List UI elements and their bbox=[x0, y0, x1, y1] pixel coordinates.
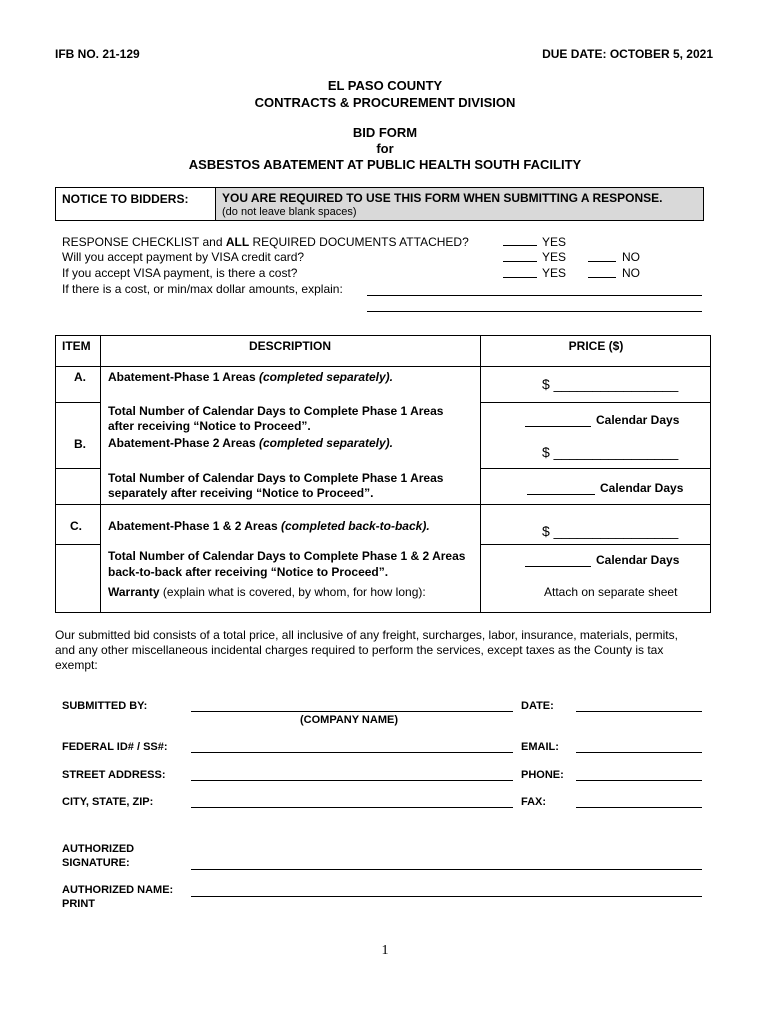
authorized-signature-label-1: AUTHORIZED bbox=[62, 843, 135, 855]
statement-line-3: exempt: bbox=[55, 658, 98, 672]
warranty-text: (explain what is covered, by whom, for how long): bbox=[159, 585, 426, 599]
project-title: ASBESTOS ABATEMENT AT PUBLIC HEALTH SOUTH FACILITY bbox=[188, 157, 582, 172]
checklist-question-2: Will you accept payment by VISA credit card? bbox=[62, 250, 305, 264]
city-state-zip-label: CITY, STATE, ZIP: bbox=[62, 796, 154, 808]
county-title: EL PASO COUNTY bbox=[327, 78, 443, 93]
authorized-signature-field[interactable] bbox=[191, 869, 702, 870]
item-a-label: A. bbox=[74, 370, 86, 384]
statement-line-1: Our submitted bid consists of a total price, all inclusive of any freight, surcharges, labor, insurance, materials, permits, bbox=[55, 628, 678, 642]
q1-pre: RESPONSE CHECKLIST and bbox=[62, 235, 226, 249]
row-divider bbox=[56, 504, 710, 505]
item-a-days-label: Calendar Days bbox=[596, 413, 680, 427]
federal-id-field[interactable] bbox=[191, 752, 513, 753]
phone-field[interactable] bbox=[576, 780, 702, 781]
fax-field[interactable] bbox=[576, 807, 702, 808]
q3-yes-label: YES bbox=[542, 266, 567, 280]
checklist-question-3: If you accept VISA payment, is there a cost? bbox=[62, 266, 298, 280]
item-b-days-line2: separately after receiving “Notice to Proceed”. bbox=[108, 486, 374, 500]
notice-box bbox=[55, 187, 704, 221]
item-c-desc-text: Abatement-Phase 1 & 2 Areas bbox=[108, 519, 281, 533]
company-name-caption: (COMPANY NAME) bbox=[300, 714, 398, 726]
checklist-question-4: If there is a cost, or min/max dollar amounts, explain: bbox=[62, 282, 343, 296]
row-divider bbox=[480, 468, 710, 469]
col-divider-1 bbox=[100, 336, 101, 612]
ifb-number: IFB NO. 21-129 bbox=[55, 47, 140, 61]
item-a-desc-italic: (completed separately). bbox=[258, 370, 393, 384]
row-divider bbox=[480, 402, 710, 403]
company-name-field[interactable] bbox=[191, 711, 513, 712]
checklist-question-1 bbox=[62, 235, 469, 249]
explain-blank-2[interactable] bbox=[367, 311, 702, 312]
street-address-field[interactable] bbox=[191, 780, 513, 781]
item-c-days-line1: Total Number of Calendar Days to Complete Phase 1 & 2 Areas bbox=[108, 549, 466, 563]
notice-text-cell bbox=[216, 188, 703, 220]
item-a-days-blank[interactable] bbox=[525, 426, 591, 427]
q3-no-label: NO bbox=[622, 266, 640, 280]
q1-yes-label: YES bbox=[542, 235, 567, 249]
fax-label: FAX: bbox=[521, 796, 547, 808]
item-c-price-field[interactable]: $ ________________ bbox=[542, 523, 679, 539]
email-field[interactable] bbox=[576, 752, 702, 753]
notice-label: NOTICE TO BIDDERS: bbox=[62, 192, 189, 206]
q1-yes-blank[interactable] bbox=[503, 245, 537, 246]
item-b-price-field[interactable]: $ ________________ bbox=[542, 444, 679, 460]
explain-blank-1[interactable] bbox=[367, 295, 702, 296]
warranty-row bbox=[108, 585, 426, 599]
item-b-days-label: Calendar Days bbox=[600, 481, 684, 495]
date-label: DATE: bbox=[521, 700, 554, 712]
item-c-description bbox=[108, 519, 430, 533]
due-date: DUE DATE: OCTOBER 5, 2021 bbox=[542, 47, 713, 61]
item-b-label: B. bbox=[74, 437, 86, 451]
notice-text: YOU ARE REQUIRED TO USE THIS FORM WHEN SUBMITTING A RESPONSE. bbox=[222, 191, 663, 205]
warranty-label: Warranty bbox=[108, 585, 160, 599]
notice-subtext: (do not leave blank spaces) bbox=[222, 206, 357, 218]
submitted-by-label: SUBMITTED BY: bbox=[62, 700, 148, 712]
street-address-label: STREET ADDRESS: bbox=[62, 769, 166, 781]
q2-yes-blank[interactable] bbox=[503, 261, 537, 262]
row-divider bbox=[56, 402, 100, 403]
item-c-days-line2: back-to-back after receiving “Notice to Proceed”. bbox=[108, 565, 389, 579]
authorized-name-label-1: AUTHORIZED NAME: bbox=[62, 884, 174, 896]
authorized-name-label-2: PRINT bbox=[62, 898, 95, 910]
item-a-description bbox=[108, 370, 393, 384]
item-b-description bbox=[108, 436, 393, 450]
item-c-days-blank[interactable] bbox=[525, 566, 591, 567]
item-a-price-field[interactable]: $ ________________ bbox=[542, 376, 679, 392]
col-divider-2 bbox=[480, 336, 481, 612]
authorized-name-field[interactable] bbox=[191, 896, 702, 897]
for-label: for bbox=[376, 141, 394, 156]
q1-bold: ALL bbox=[225, 235, 250, 249]
warranty-attach: Attach on separate sheet bbox=[544, 585, 678, 599]
item-c-label: C. bbox=[70, 519, 82, 533]
col-header-description: DESCRIPTION bbox=[248, 339, 331, 353]
notice-label-cell bbox=[56, 188, 216, 220]
q2-yes-label: YES bbox=[542, 250, 567, 264]
price-table bbox=[55, 335, 711, 613]
q3-yes-blank[interactable] bbox=[503, 277, 537, 278]
division-title: CONTRACTS & PROCUREMENT DIVISION bbox=[254, 95, 516, 110]
email-label: EMAIL: bbox=[521, 741, 559, 753]
page-number: 1 bbox=[381, 943, 389, 958]
city-state-zip-field[interactable] bbox=[191, 807, 513, 808]
row-divider bbox=[56, 366, 710, 367]
q3-no-blank[interactable] bbox=[588, 277, 616, 278]
col-header-price: PRICE ($) bbox=[568, 339, 624, 353]
date-field[interactable] bbox=[576, 711, 702, 712]
item-c-desc-italic: (completed back-to-back). bbox=[280, 519, 430, 533]
q1-post: REQUIRED DOCUMENTS ATTACHED? bbox=[249, 235, 469, 249]
item-a-desc-text: Abatement-Phase 1 Areas bbox=[108, 370, 259, 384]
item-b-desc-text: Abatement-Phase 2 Areas bbox=[108, 436, 259, 450]
authorized-signature-label-2: SIGNATURE: bbox=[62, 857, 130, 869]
item-a-days-line1: Total Number of Calendar Days to Complete Phase 1 Areas bbox=[108, 404, 444, 418]
item-b-days-blank[interactable] bbox=[527, 494, 595, 495]
statement-line-2: and any other miscellaneous incidental charges required to perform the services, except taxes as the County is tax bbox=[55, 643, 664, 657]
col-header-item: ITEM bbox=[62, 339, 91, 353]
phone-label: PHONE: bbox=[521, 769, 564, 781]
item-c-days-label: Calendar Days bbox=[596, 553, 680, 567]
form-title: BID FORM bbox=[352, 125, 418, 140]
item-b-days-line1: Total Number of Calendar Days to Complete Phase 1 Areas bbox=[108, 471, 444, 485]
row-divider bbox=[480, 544, 710, 545]
item-b-desc-italic: (completed separately). bbox=[258, 436, 393, 450]
q2-no-label: NO bbox=[622, 250, 640, 264]
federal-id-label: FEDERAL ID# / SS#: bbox=[62, 741, 168, 753]
row-divider bbox=[56, 544, 100, 545]
row-divider bbox=[56, 468, 100, 469]
item-a-days-line2: after receiving “Notice to Proceed”. bbox=[108, 419, 311, 433]
q2-no-blank[interactable] bbox=[588, 261, 616, 262]
